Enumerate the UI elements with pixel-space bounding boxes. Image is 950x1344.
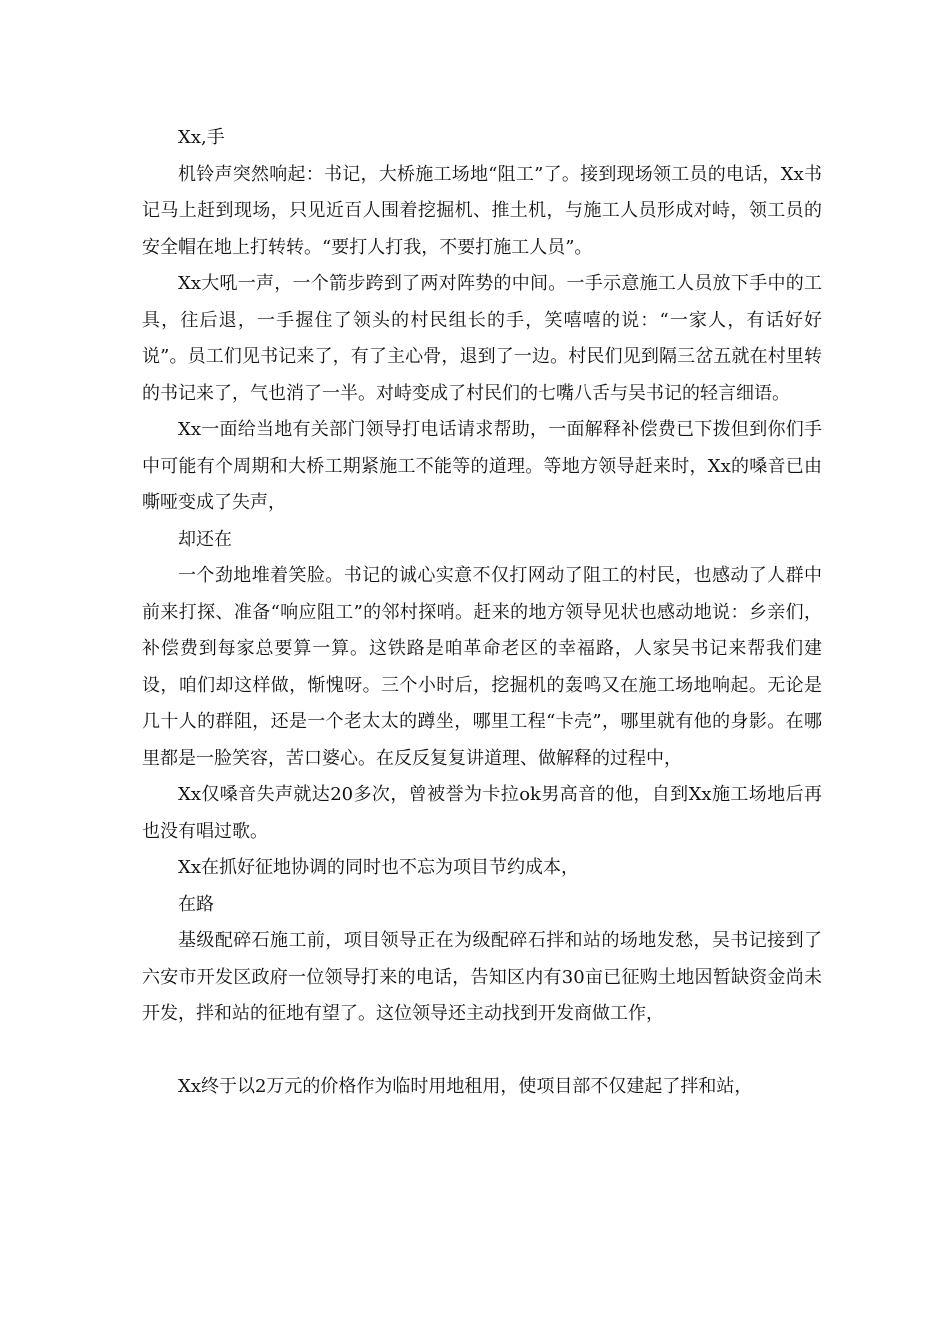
paragraph-gap <box>142 1033 822 1069</box>
paragraph: 机铃声突然响起：书记，大桥施工场地“阻工”了。接到现场领工员的电话，Xx书记马上赶到现场，只见近百人围着挖掘机、推土机，与施工人员形成对峙，领工员的安全帽在地上打转转。“要打人打我，不要打施工人员”。 <box>142 163 822 258</box>
body-text <box>142 120 822 1105</box>
paragraph: Xx仅嗓音失声就达20多次，曾被誉为卡拉ok男高音的他，自到Xx施工场地后再也没有唱过歌。 <box>142 784 822 842</box>
paragraph: Xx终于以2万元的价格作为临时用地租用，使项目部不仅建起了拌和站， <box>178 1075 753 1097</box>
paragraph: 却还在 <box>178 528 232 550</box>
paragraph: Xx,手 <box>178 127 225 148</box>
paragraph: Xx一面给当地有关部门领导打电话请求帮助，一面解释补偿费已下拨但到你们手中可能有个周期和大桥工期紧施工不能等的道理。等地方领导赶来时，Xx的嗓音已由嘶哑变成了失声， <box>142 419 822 513</box>
paragraph: 基级配碎石施工前，项目领导正在为级配碎石拌和站的场地发愁，吴书记接到了六安市开发区政府一位领导打来的电话，告知区内有30亩已征购土地因暂缺资金尚未开发，拌和站的征地有望了。这位领导还主动找到开发商做工作， <box>142 930 822 1024</box>
paragraph: Xx大吼一声，一个箭步跨到了两对阵势的中间。一手示意施工人员放下手中的工具，往后退，一手握住了领头的村民组长的手，笑嘻嘻的说：“一家人，有话好好说”。员工们见书记来了，有了主心骨，退到了一边。村民们见到隔三岔五就在村里转的书记来了，气也消了一半。对峙变成了村民们的七嘴八舌与吴书记的轻言细语。 <box>142 273 822 404</box>
paragraph: 在路 <box>178 893 214 915</box>
paragraph: Xx在抓好征地协调的同时也不忘为项目节约成本， <box>178 857 579 878</box>
paragraph: 一个劲地堆着笑脸。书记的诚心实意不仅打网动了阻工的村民，也感动了人群中前来打探、准备“响应阻工”的邻村探哨。赶来的地方领导见状也感动地说：乡亲们，补偿费到每家总要算一算。这铁路是咱革命老区的幸福路，人家吴书记来帮我们建设，咱们却这样做，惭愧呀。三个小时后，挖掘机的轰鸣又在施工场地响起。无论是几十人的群阻，还是一个老太太的蹲坐，哪里工程“卡壳”，哪里就有他的身影。在哪里都是一脸笑容，苦口婆心。在反反复复讲道理、做解释的过程中， <box>142 565 822 769</box>
